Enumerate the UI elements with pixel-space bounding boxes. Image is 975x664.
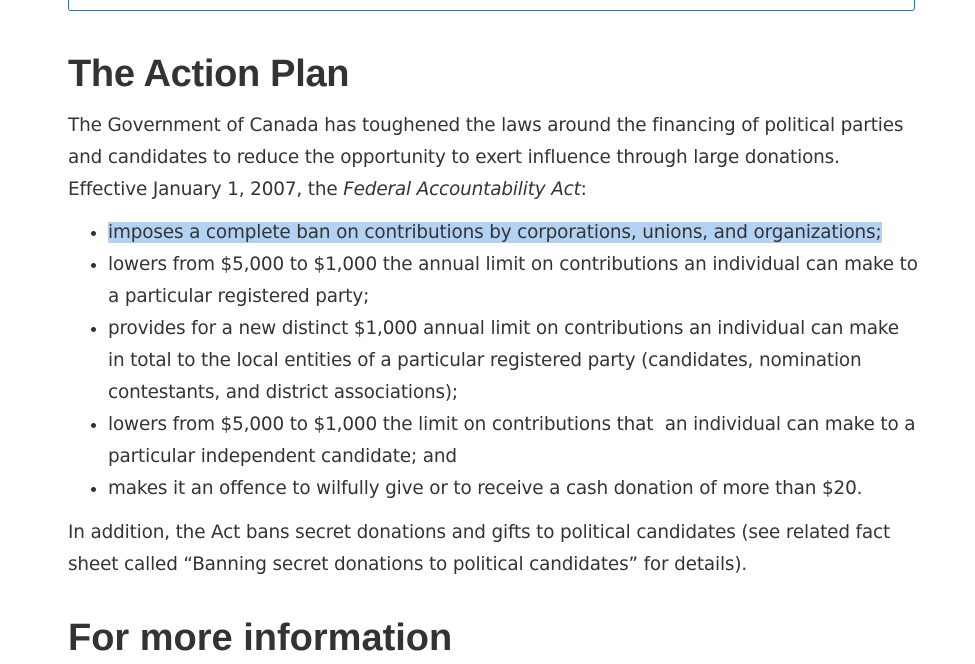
list-item: • lowers from $5,000 to $1,000 the annual limit on contributions an individual can make to a particular registered party; <box>108 249 918 313</box>
list-item: • makes it an offence to wilfully give or to receive a cash donation of more than $20. <box>108 473 918 505</box>
list-item <box>108 217 918 249</box>
intro-suffix: : <box>580 179 587 200</box>
intro-paragraph <box>68 110 918 206</box>
act-name: Federal Accountability Act <box>343 179 581 200</box>
selected-text[interactable]: imposes a complete ban on contributions by corporations, unions, and organizations; <box>108 222 882 243</box>
list-item: • provides for a new distinct $1,000 annual limit on contributions an individual can make in total to the local entities of a particular registered party (candidates, nomination contestants, and district associations); <box>108 313 918 409</box>
section-heading: The Action Plan <box>68 53 350 95</box>
list-item-text: lowers from $5,000 to $1,000 the limit on contributions that an individual can make to a particular independent candidate; and <box>108 414 922 467</box>
intro-text: The Government of Canada has toughened the laws around the financing of political parties and candidates to reduce the opportunity to exert influence through large donations. Effective January 1, 2007, the <box>68 115 904 200</box>
main-content <box>68 48 922 581</box>
next-section-heading: For more information <box>68 617 453 659</box>
previous-section-box <box>68 0 915 11</box>
list-item <box>108 409 922 473</box>
closing-paragraph: In addition, the Act bans secret donations and gifts to political candidates (see related fact sheet called “Banning secret donations to political candidates” for details). <box>68 522 891 575</box>
provisions-list <box>68 217 922 505</box>
